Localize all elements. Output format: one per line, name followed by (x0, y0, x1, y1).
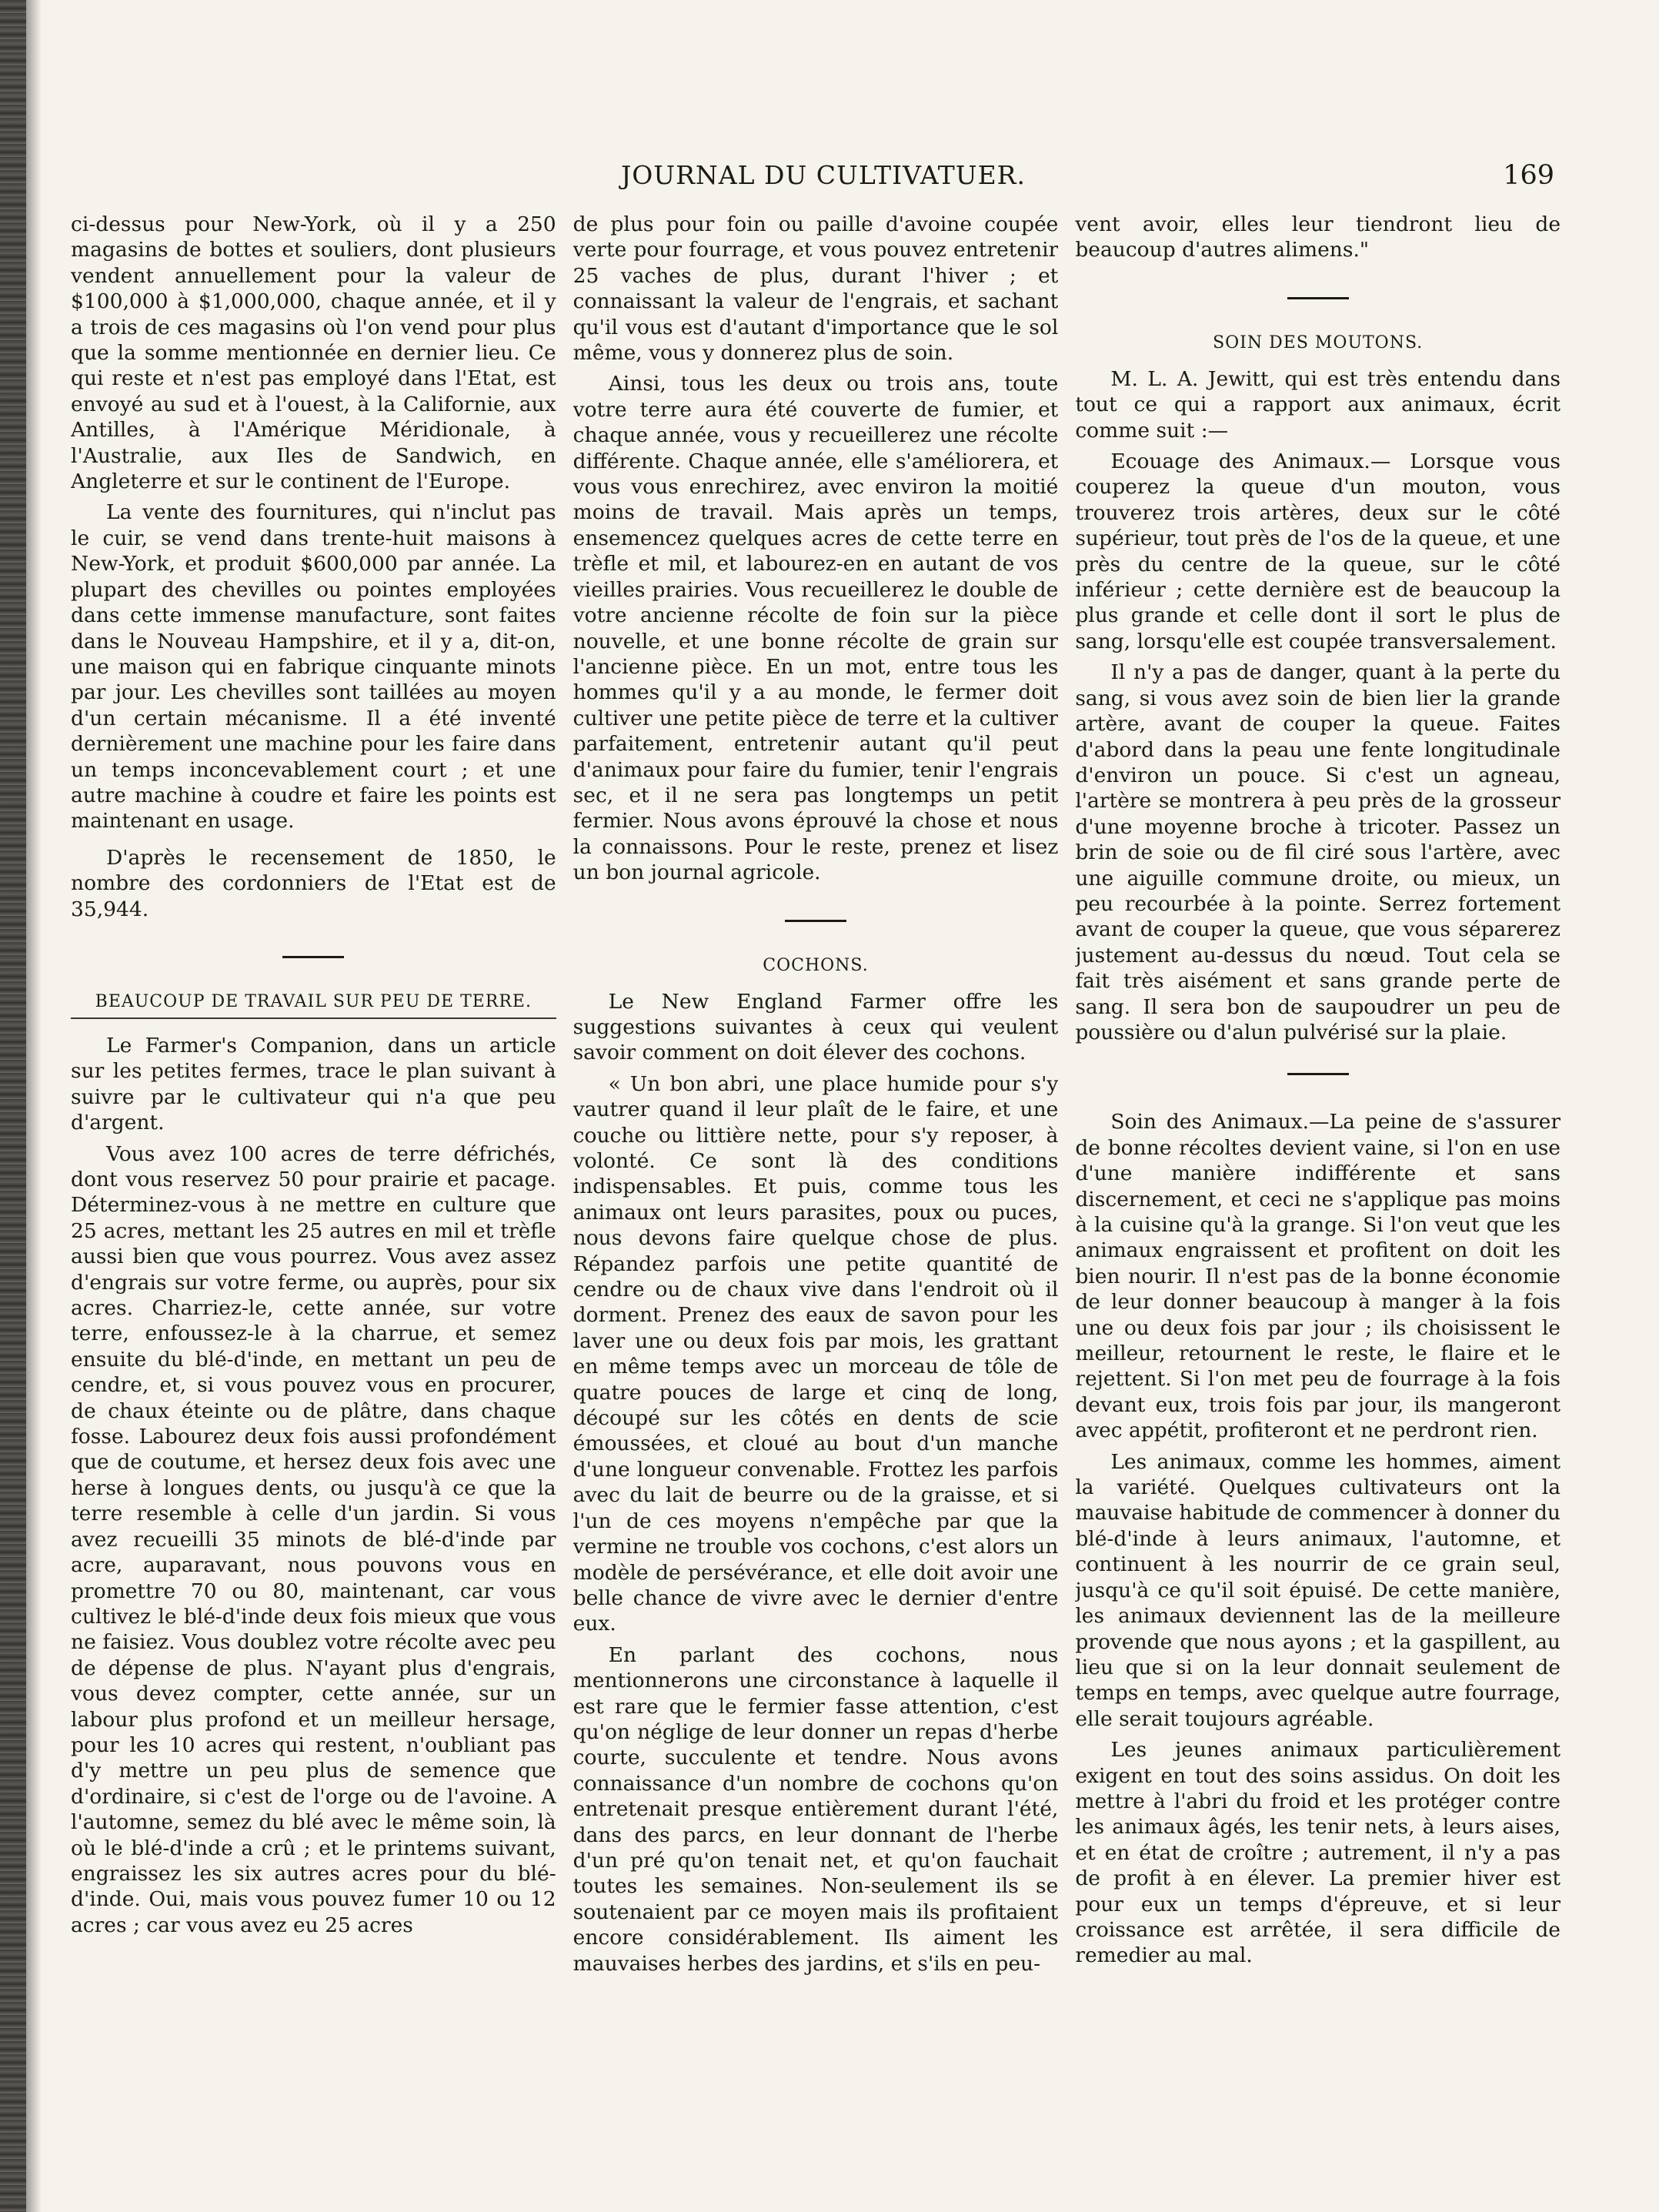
paragraph: Le Farmer's Companion, dans un article sur les petites fermes, trace le plan suivant à suivre par le cultivateur qui n'a que peu d'argent. (71, 1033, 556, 1135)
section-divider (1287, 1073, 1349, 1075)
paragraph: ci-dessus pour New-York, où il y a 250 magasins de bottes et souliers, dont plusieurs vendent annuellement pour la valeur de $100,000 à $1,000,000, chaque année, et il y a trois de ces magasins où l'on vend pour plus que la somme mentionnée en dernier lieu. Ce qui reste et n'est pas employé dans l'Etat, est envoyé au sud et à l'ouest, à la Californie, aux Antilles, à l'Amérique Méridionale, à l'Australie, aux Iles de Sandwich, en Angleterre et sur le continent de l'Europe. (71, 212, 556, 494)
section-heading: SOIN DES MOUTONS. (1213, 332, 1424, 353)
column-2 (573, 212, 1059, 2197)
paragraph: Le New England Farmer offre les suggestions suivantes à ceux qui veulent savoir comment on doit élever des cochons. (572, 989, 1059, 1065)
section-heading: BEAUCOUP DE TRAVAIL SUR PEU DE TERRE. (95, 991, 532, 1011)
paragraph: M. L. A. Jewitt, qui est très entendu dans tout ce qui a rapport aux animaux, écrit comme suit :— (1075, 366, 1561, 443)
column-3 (1075, 212, 1561, 2197)
paragraph: de plus pour foin ou paille d'avoine coupée verte pour fourrage, et vous pouvez entretenir 25 vaches de plus, durant l'hiver ; et connaissant la valeur de l'engrais, et sachant qu'il vous est d'autant d'importance que le sol même, vous y donnerez plus de soin. (572, 212, 1059, 366)
paragraph: Les animaux, comme les hommes, aiment la variété. Quelques cultivateurs ont la mauvaise habitude de commencer à donner du blé-d'inde à leurs animaux, l'automne, et continuent à les nourrir de ce grain seul, jusqu'à ce qu'il soit épuisé. De cette manière, les animaux deviennent las de la meilleure provende que nous ayons ; et la gaspillent, au lieu que si on la leur donnait seulement de temps en temps, avec quelque autre fourrage, elle serait toujours agréable. (1075, 1449, 1561, 1731)
page-header (92, 154, 1554, 200)
section-heading: COCHONS. (763, 955, 869, 975)
paragraph: Ainsi, tous les deux ou trois ans, toute votre terre aura été couverte de fumier, et chaque année, vous y recueillerez une récolte différente. Chaque année, elle s'améliorera, et vous vous enrechirez, avec environ la moitié moins de travail. Mais après un temps, ensemencez quelques acres de cette terre en trèfle et mil, et labourez-en en autant de vos vieilles prairies. Vous recueillerez le double de votre ancienne récolte de foin sur la pièce nouvelle, et une bonne récolte de grain sur l'ancienne pièce. En un mot, entre tous les hommes qu'il y a au monde, le fermer doit cultiver une petite pièce de terre et la cultiver parfaitement, entretenir autant qu'il peut d'animaux pour faire du fumier, tenir l'engrais sec, et il ne sera pas longtemps un petit fermier. Nous avons éprouvé la chose et nous la connaissons. Pour le reste, prenez et lisez un bon journal agricole. (572, 372, 1059, 885)
running-title: JOURNAL DU CULTIVATUER. (620, 160, 1026, 190)
paragraph: La vente des fournitures, qui n'inclut pas le cuir, se vend dans trente-huit maisons à New-York, et produit $600,000 par année. La plupart des chevilles ou pointes employées dans cette immense manufacture, sont faites dans le Nouveau Hampshire, et il y a, dit-on, une maison qui en fabrique cinquante minots par jour. Les chevilles sont taillées au moyen d'un certain mécanisme. Il a été inventé dernièrement une machine pour les faire dans un temps inconcevablement court ; et une autre machine à coudre et faire les points est maintenant en usage. (71, 500, 556, 834)
column-1 (71, 212, 556, 2197)
paragraph: Ecouage des Animaux.— Lorsque vous couperez la queue d'un mouton, vous trouverez trois artères, deux sur le côté supérieur, tout près de l'os de la queue, et une près du centre de la queue, sur le côté inférieur ; cette dernière est de beaucoup la plus grande et celle dont il sort le plus de sang, lorsqu'elle est coupée transversalement. (1075, 449, 1561, 653)
heading-underline (71, 1017, 556, 1019)
paragraph: D'après le recensement de 1850, le nombre des cordonniers de l'Etat est de 35,944. (71, 845, 556, 921)
section-divider (282, 956, 344, 958)
paragraph: En parlant des cochons, nous mentionnerons une circonstance à laquelle il est rare que le fermier fasse attention, c'est qu'on néglige de leur donner un repas d'herbe courte, succulente et tendre. Nous avons connaissance d'un nombre de cochons qu'on entretenait presque entièrement durant l'été, dans des parcs, en leur donnant de l'herbe d'un pré qu'on tenait net, et qu'on fauchait toutes les semaines. Non-seulement ils se soutenaient par ce moyen mais ils profitaient encore considérablement. Ils aiment les mauvaises herbes des jardins, et s'ils en peu- (572, 1642, 1059, 1976)
page-binding-shadow (26, 0, 42, 2212)
section-divider (1287, 297, 1349, 299)
page-binding-edge (0, 0, 26, 2212)
section-divider (785, 920, 846, 922)
paragraph: vent avoir, elles leur tiendront lieu de beaucoup d'autres alimens." (1075, 212, 1561, 262)
page-number: 169 (1503, 160, 1554, 191)
paragraph: Il n'y a pas de danger, quant à la perte du sang, si vous avez soin de bien lier la grande artère, avant de couper la queue. Faites d'abord dans la peau une fente longitudinale d'environ un pouce. Si c'est un agneau, l'artère se montrera à peu près de la grosseur d'une moyenne broche à tricoter. Passez un brin de soie ou de fil ciré sous l'artère, avec une aiguille commune droite, ou mieux, un peu recourbée à la pointe. Serrez fortement avant de couper la queue, que vous séparerez justement au-dessus du nœud. Tout cela se fait très aisément et sans grande perte de sang. Il sera bon de saupoudrer un peu de poussière ou d'alun pulvérisé sur la plaie. (1075, 660, 1561, 1044)
paragraph: Soin des Animaux.—La peine de s'assurer de bonne récoltes devient vaine, si l'on en use d'une manière indifférente et sans discernement, et ceci ne s'applique pas moins à la cuisine qu'à la grange. Si l'on veut que les animaux engraissent et profitent on doit les bien nourir. Il n'est pas de la bonne économie de leur donner beaucoup à manger à la fois une ou deux fois par jour ; ils choisissent le meilleur, retournent le reste, le flaire et le rejettent. Si l'on met peu de fourrage à la fois devant eux, trois fois par jour, ils mangeront avec appétit, profiteront et ne perdront rien. (1075, 1110, 1561, 1443)
paragraph: Vous avez 100 acres de terre défrichés, dont vous reservez 50 pour prairie et pacage. Déterminez-vous à ne mettre en culture que 25 acres, mettant les 25 autres en mil et trèfle aussi bien que vous pourrez. Vous avez assez d'engrais sur votre ferme, ou auprès, pour six acres. Charriez-le, cette année, sur votre terre, enfoussez-le à la charrue, et semez ensuite du blé-d'inde, en mettant un peu de cendre, et, si vous pouvez vous en procurer, de chaux éteinte ou de plâtre, dans chaque fosse. Labourez deux fois aussi profondément que de coutume, et hersez deux fois avec une herse à longues dents, ou jusqu'à ce que la terre resemble à celle d'un jardin. Si vous avez recueilli 35 minots de blé-d'inde par acre, auparavant, nous pouvons vous en promettre 70 ou 80, maintenant, car vous cultivez le blé-d'inde deux fois mieux que vous ne faisiez. Vous doublez votre récolte avec peu de dépense de plus. N'ayant plus d'engrais, vous devez compter, cette année, sur un labour plus profond et un meilleur hersage, pour les 10 acres qui restent, n'oubliant pas d'y mettre un peu plus de semence que d'ordinaire, si c'est de l'orge ou de l'avoine. A l'automne, semez du blé avec le même soin, là où le blé-d'inde a crû ; et le printems suivant, engraissez les six autres acres pour du blé-d'inde. Oui, mais vous pouvez fumer 10 ou 12 acres ; car vous avez eu 25 acres (71, 1141, 556, 1937)
text-columns (71, 212, 1561, 2197)
paragraph: « Un bon abri, une place humide pour s'y vautrer quand il leur plaît de le faire, et une couche ou littière nette, pour s'y reposer, à volonté. Ce sont là des conditions indispensables. Et puis, comme tous les animaux ont leurs parasites, poux ou puces, nous devons faire quelque chose de plus. Répandez parfois une petite quantité de cendre ou de chaux vive dans l'endroit où il dorment. Prenez des eaux de savon pour les laver une ou deux fois par mois, les grattant en même temps avec un morceau de tôle de quatre pouces de large et cinq de long, découpé sur les côtés en dents de scie émoussées, et cloué au bout d'un manche d'une longueur convenable. Frottez les parfois avec du lait de beurre ou de la graisse, et si l'un de ces moyens n'empêche par que la vermine ne trouble vos cochons, c'est alors un modèle de persévérance, et elle doit avoir une belle chance de vivre avec le dernier d'entre eux. (572, 1071, 1059, 1636)
paragraph: Les jeunes animaux particulièrement exigent en tout des soins assidus. On doit les mettre à l'abri du froid et les protéger contre les animaux âgés, les tenir nets, à leurs aises, et en état de croître ; autrement, il n'y a pas de profit à en élever. La premier hiver est pour eux un temps d'épreuve, et si leur croissance est arrêtée, il sera difficile de remedier au mal. (1075, 1738, 1561, 1968)
